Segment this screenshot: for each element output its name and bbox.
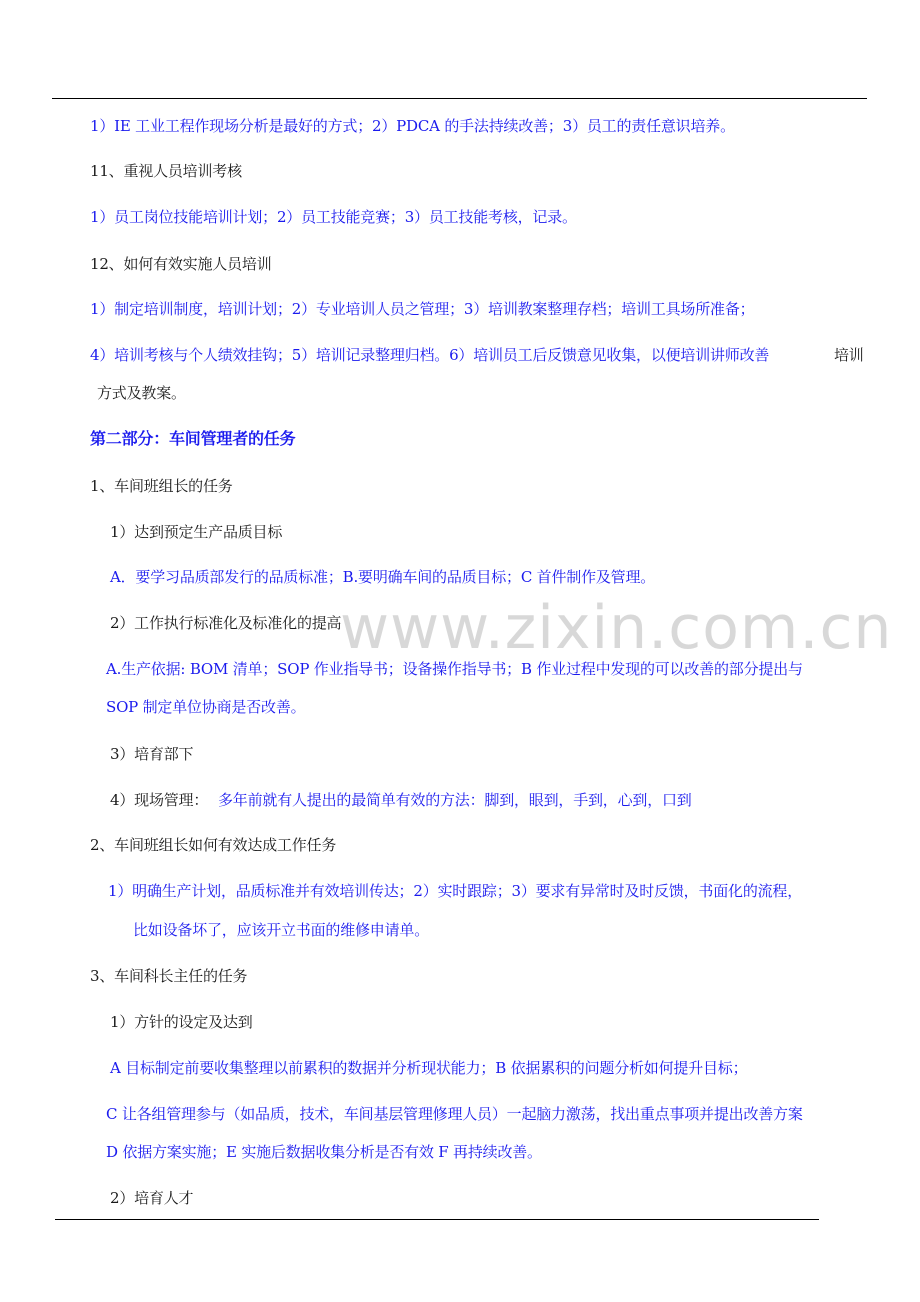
subsection-title: 1）方针的设定及达到 xyxy=(110,1013,253,1031)
text-line: A．要学习品质部发行的品质标准；B.要明确车间的品质目标；C 首件制作及管理。 xyxy=(110,568,656,586)
section-title: 12、如何有效实施人员培训 xyxy=(90,255,272,273)
section-title: 3、车间科长主任的任务 xyxy=(90,967,248,985)
text-line: SOP 制定单位协商是否改善。 xyxy=(106,698,306,716)
section-title: 1、车间班组长的任务 xyxy=(90,477,233,495)
subsection-title: 4）现场管理： xyxy=(110,791,209,809)
text-line: C 让各组管理参与（如品质，技术，车间基层管理修理人员）一起脑力激荡，找出重点事项并提出改善方案 xyxy=(106,1105,803,1123)
section-title: 2、车间班组长如何有效达成工作任务 xyxy=(90,836,337,854)
subsection-title: 2）工作执行标准化及标准化的提高 xyxy=(110,614,342,632)
header-rule xyxy=(52,98,867,99)
text-line: 多年前就有人提出的最简单有效的方法：脚到，眼到，手到，心到，口到 xyxy=(218,791,692,809)
text-line: 比如设备坏了，应该开立书面的维修申请单。 xyxy=(133,921,430,939)
text-line: 1）制定培训制度，培训计划；2）专业培训人员之管理；3）培训教案整理存档；培训工具场所准备； xyxy=(90,300,755,318)
text-fragment: 培训 xyxy=(834,346,864,364)
text-line: 1）明确生产计划，品质标准并有效培训传达；2）实时跟踪；3）要求有异常时及时反馈，书面化的流程， xyxy=(108,882,803,900)
footer-rule xyxy=(55,1219,819,1220)
text-line: 4）培训考核与个人绩效挂钩；5）培训记录整理归档。6）培训员工后反馈意见收集，以便培训讲师改善 xyxy=(90,346,770,364)
text-line: D 依据方案实施；E 实施后数据收集分析是否有效 F 再持续改善。 xyxy=(106,1143,542,1161)
section-title: 11、重视人员培训考核 xyxy=(90,162,242,180)
subsection-title: 2）培育人才 xyxy=(110,1189,194,1207)
subsection-title: 3）培育部下 xyxy=(110,745,194,763)
text-line: A.生产依据: BOM 清单；SOP 作业指导书；设备操作指导书；B 作业过程中发现的可以改善的部分提出与 xyxy=(106,660,803,678)
part-heading: 第二部分：车间管理者的任务 xyxy=(90,429,296,448)
text-line: 1）IE 工业工程作现场分析是最好的方式；2）PDCA 的手法持续改善；3）员工的责任意识培养。 xyxy=(90,117,735,135)
text-line: A 目标制定前要收集整理以前累积的数据并分析现状能力；B 依据累积的问题分析如何提升目标； xyxy=(110,1059,748,1077)
watermark: www.zixin.com.cn xyxy=(340,593,893,663)
subsection-title: 1）达到预定生产品质目标 xyxy=(110,523,283,541)
text-line: 方式及教案。 xyxy=(97,384,186,402)
text-line: 1）员工岗位技能培训计划；2）员工技能竞赛；3）员工技能考核，记录。 xyxy=(90,208,577,226)
